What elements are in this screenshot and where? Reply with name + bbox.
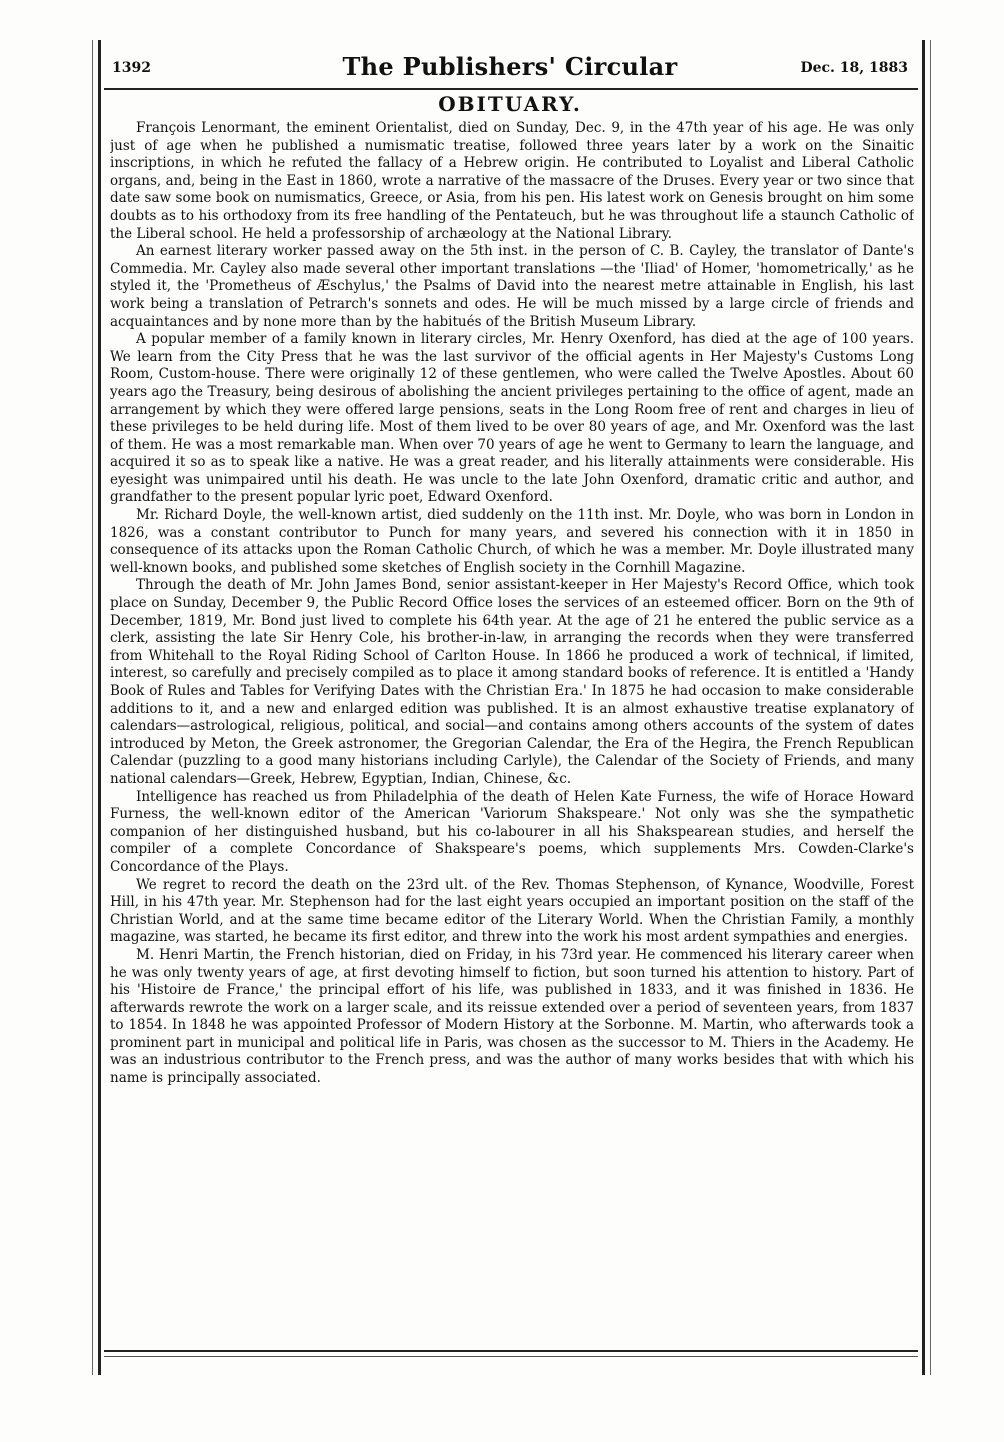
header-divider [104,88,918,90]
obituary-article [110,120,914,1348]
footer-divider-thin [104,1356,918,1357]
paragraph-lenormant: François Lenormant, the eminent Orientalist, died on Sunday, Dec. 9, in the 47th year of his age. He was only just of age when he published a numismatic treatise, followed three years later by a work on the Sinaitic inscriptions, in which he refuted the fallacy of a Hebrew origin. He contributed to Loyalist and Liberal Catholic organs, and, being in the East in 1860, wrote a narrative of the massacre of the Druses. Every year or two since that date saw some book on numismatics, Greece, or Asia, from his pen. His latest work on Genesis brought on him some doubts as to his orthodoxy from its free handling of the Pentateuch, but he was throughout life a staunch Catholic of the Liberal school. He held a professorship of archæology at the National Library. [110,120,914,242]
paragraph-stephenson: We regret to record the death on the 23rd ult. of the Rev. Thomas Stephenson, of Kynance, Woodville, Forest Hill, in his 47th year. Mr. Stephenson had for the last eight years occupied an important position on the staff of the Christian World, and at the same time became editor of the Literary World. When the Christian Family, a monthly magazine, was started, he became its first editor, and threw into the work his most ardent sympathies and energies. [110,876,914,946]
paragraph-doyle: Mr. Richard Doyle, the well-known artist, died suddenly on the 11th inst. Mr. Doyle, who was born in London in 1826, was a constant contributor to Punch for many years, and severed his connection with it in 1850 in consequence of its attacks upon the Roman Catholic Church, of which he was a member. Mr. Doyle illustrated many well-known books, and published some sketches of English society in the Cornhill Magazine. [110,507,914,576]
issue-date: Dec. 18, 1883 [800,60,908,76]
right-border-rule-outer [930,40,931,1375]
running-title: The Publishers' Circular [342,52,678,81]
left-border-rule [98,40,101,1375]
paragraph-bond: Through the death of Mr. John James Bond, senior assistant-keeper in Her Majesty's Record Office, which took place on Sunday, December 9, the Public Record Office loses the services of an esteemed officer. Born on the 9th of December, 1819, Mr. Bond just lived to complete his 64th year. At the age of 21 he entered the public service as a clerk, assisting the late Sir Henry Cole, his brother-in-law, in arranging the records when they were transferred from Whitehall to the Royal Riding School of Carlton House. In 1866 he produced a work of technical, if limited, interest, so carefully and precisely compiled as to place it among standard books of reference. It is entitled a 'Handy Book of Rules and Tables for Verifying Dates with the Christian Era.' In 1875 he had occasion to make considerable additions to it, and a new and enlarged edition was published. It is an almost exhaustive treatise explanatory of calendars—astrological, religious, political, and social—and contains among others accounts of the system of dates introduced by Meton, the Greek astronomer, the Gregorian Calendar, the Era of the Hegira, the French Republican Calendar (puzzling to a good many historians including Carlyle), the Calendar of the Society of Friends, and many national calendars—Greek, Hebrew, Egyptian, Indian, Chinese, &c. [110,577,914,787]
paragraph-martin: M. Henri Martin, the French historian, died on Friday, in his 73rd year. He commenced his literary career when he was only twenty years of age, at first devoting himself to fiction, but soon turned his attention to history. Part of his 'Histoire de France,' the principal effort of his life, was published in 1833, and it was finished in 1836. He afterwards rewrote the work on a larger scale, and its reissue extended over a period of seventeen years, from 1837 to 1854. In 1848 he was appointed Professor of Modern History at the Sorbonne. M. Martin, who afterwards took a prominent part in municipal and political life in Paris, was chosen as the successor to M. Thiers in the Academy. He was an industrious contributor to the French press, and was the author of many works besides that with which his name is principally associated. [110,946,914,1087]
section-title: OBITUARY. [438,92,582,116]
footer-divider [104,1350,918,1352]
left-border-rule-outer [92,40,93,1375]
paragraph-furness: Intelligence has reached us from Philadelphia of the death of Helen Kate Furness, the wife of Horace Howard Furness, the well-known editor of the American 'Variorum Shakspeare.' Not only was she the sympathetic companion of her distinguished husband, but his co-labourer in all his Shakspearean studies, and herself the compiler of a complete Concordance of Shakspeare's poems, which supplements Mrs. Cowden-Clarke's Concordance of the Plays. [110,788,914,875]
page-header [104,52,916,84]
page-number: 1392 [112,60,151,76]
paragraph-oxenford: A popular member of a family known in literary circles, Mr. Henry Oxenford, has died at the age of 100 years. We learn from the City Press that he was the last survivor of the official agents in Her Majesty's Customs Long Room, Custom-house. There were originally 12 of these gentlemen, who were called the Twelve Apostles. About 60 years ago the Treasury, being desirous of abolishing the ancient privileges pertaining to the office of agent, made an arrangement by which they were offered large pensions, seats in the Long Room free of rent and charges in lieu of these privileges to be held during life. Most of them lived to be over 80 years of age, and Mr. Oxenford was the last of them. He was a most remarkable man. When over 70 years of age he went to Germany to learn the language, and acquired it so as to speak like a native. He was a great reader, and his literally attainments were considerable. His eyesight was unimpaired until his death. He was uncle to the late John Oxenford, dramatic critic and author, and grandfather to the present popular lyric poet, Edward Oxenford. [110,331,914,506]
paragraph-cayley: An earnest literary worker passed away on the 5th inst. in the person of C. B. Cayley, the translator of Dante's Commedia. Mr. Cayley also made several other important translations —the 'Iliad' of Homer, 'homometrically,' as he styled it, the 'Prometheus of Æschylus,' the Psalms of David into the nearest metre attainable in English, his last work being a translation of Petrarch's sonnets and odes. He will be much missed by a large circle of friends and acquaintances and by none more than by the habitués of the British Museum Library. [110,243,914,330]
right-border-rule [922,40,925,1375]
